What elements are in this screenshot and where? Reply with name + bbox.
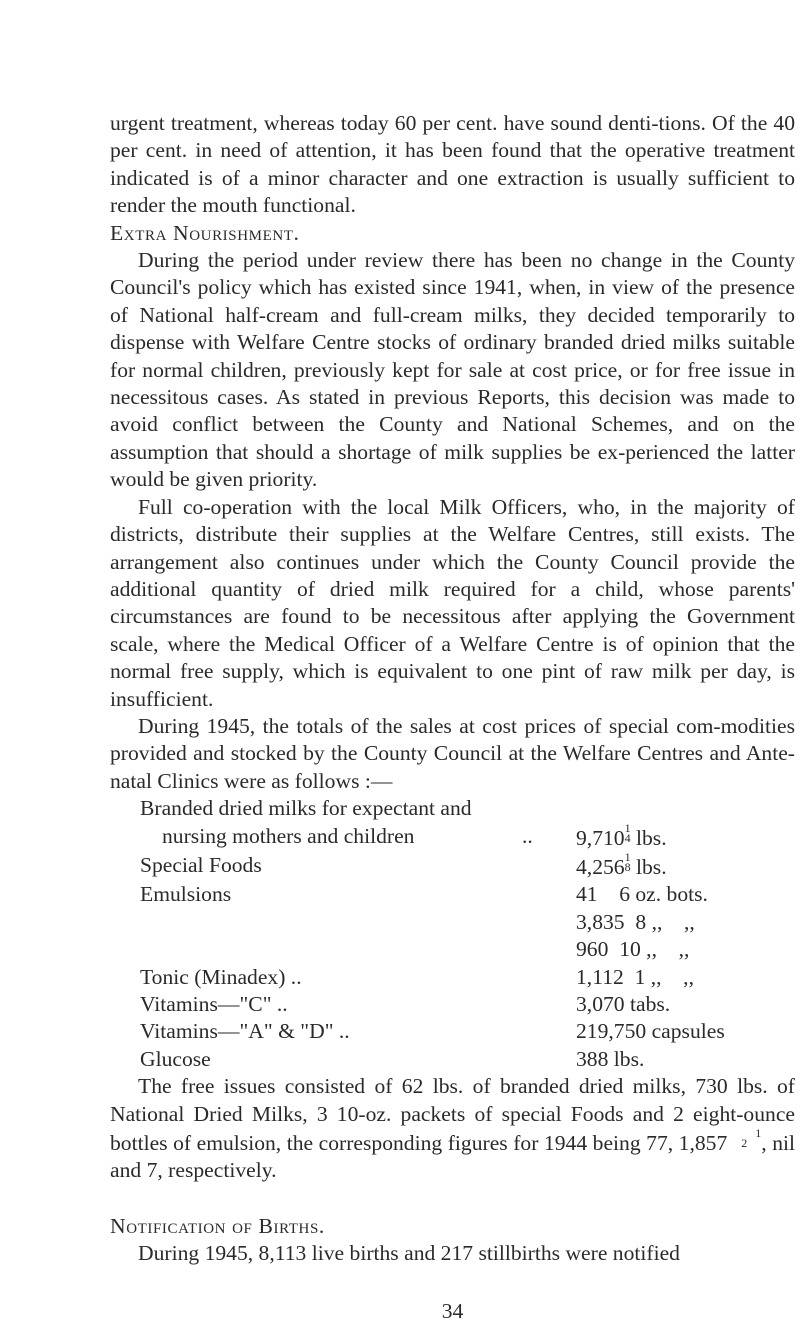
paragraph-council-policy: During the period under review there has been no change in the County Council's policy which has existed since 1941, when, in view of the presence of National half-cream and full-cream milks, they decided temporarily to dispense with Welfare Centre stocks of ordinary branded dried milks suitable for normal children, previously kept for sale at cost price, or for free issue in necessitous cases. As stated in previous Reports, this decision was made to avoid conflict between the County and National Schemes, and on the assumption that should a shortage of milk supplies be ex-perienced the latter would be given priority. [110, 248, 795, 492]
table-row [140, 909, 725, 936]
sales-label-tonic: Tonic (Minadex) .. [140, 964, 302, 989]
table-row [140, 823, 725, 852]
table-row [140, 936, 725, 963]
sales-qty-special: 4,2561 8 lbs. [576, 849, 667, 879]
table-row [140, 991, 725, 1018]
leader-dots [522, 964, 576, 991]
sales-label-glucose: Glucose [140, 1046, 211, 1071]
leader-dots [522, 1046, 576, 1073]
sales-qty-emulsions-3: 960 10 ,, ,, [576, 937, 690, 962]
table-row [140, 795, 725, 822]
table-row [140, 881, 725, 908]
sales-table [140, 795, 725, 1073]
sales-label-branded: Branded dried milks for expectant and [140, 796, 472, 821]
sales-label-special: Special Foods [140, 852, 262, 877]
page-body [110, 110, 796, 1323]
sales-label-branded-cont: nursing mothers and children [162, 823, 415, 848]
paragraph-sales-intro: During 1945, the totals of the sales at cost prices of special com-modities provided and stocked by the County Council at the Welfare Centres and Ante-natal Clinics were as follows :— [110, 713, 795, 793]
leader-dots [522, 991, 576, 1018]
page-number: 34 [441, 1299, 464, 1323]
sales-qty-glucose: 388 lbs. [576, 1046, 645, 1071]
table-row [140, 964, 725, 991]
table-row [140, 852, 725, 881]
paragraph-dental: urgent treatment, whereas today 60 per cent. have sound denti-tions. Of the 40 per cent. in need of attention, it has been found that the operative treatment indicated is of a minor character and one extraction is usually sufficient to render the mouth functional. [110, 111, 795, 218]
table-row [140, 1046, 725, 1073]
sales-qty-branded: 9,7101 4 lbs. [576, 820, 667, 850]
paragraph-milk-officers: Full co-operation with the local Milk Officers, who, in the majority of districts, distribute their supplies at the Welfare Centres, still exists. The arrangement also continues under which the County Council provide the additional quantity of dried milk required for a child, whose parents' circumstances are found to be necessitous after applying the Government scale, where the Medical Officer of a Welfare Centre is of opinion that the normal free supply, which is equivalent to one pint of raw milk per day, is insufficient. [110, 494, 795, 711]
sales-qty-emulsions-1: 41 6 oz. bots. [576, 882, 708, 907]
table-row [140, 1018, 725, 1045]
leader-dots [522, 881, 576, 908]
sales-qty-vitamin-ad: 219,750 capsules [576, 1019, 725, 1044]
leader-dots: .. [522, 823, 533, 848]
leader-dots [522, 852, 576, 881]
paragraph-free-issues: The free issues consisted of 62 lbs. of branded dried milks, 730 lbs. of National Dried Milks, 3 10-oz. packets of special Foods and 2 eight-ounce bottles of emulsion, the corresponding figures for 1944 being 77, 1,857 1 2 , nil and 7, respectively. [110, 1074, 796, 1183]
sales-qty-vitamin-c: 3,070 tabs. [576, 992, 671, 1016]
sales-qty-emulsions-2: 3,835 8 ,, ,, [576, 909, 695, 934]
sales-label-emulsions: Emulsions [140, 882, 232, 907]
leader-dots [522, 1018, 576, 1045]
sales-label-vitamin-c: Vitamins—"C" .. [140, 992, 288, 1016]
heading-extra-nourishment: Extra Nourishment. [110, 220, 300, 245]
sales-label-vitamin-ad: Vitamins—"A" & "D" .. [140, 1019, 350, 1044]
paragraph-births: During 1945, 8,113 live births and 217 stillbirths were notified [138, 1241, 680, 1266]
heading-notification-of-births: Notification of Births. [110, 1213, 325, 1238]
sales-qty-tonic: 1,112 1 ,, ,, [576, 964, 694, 989]
